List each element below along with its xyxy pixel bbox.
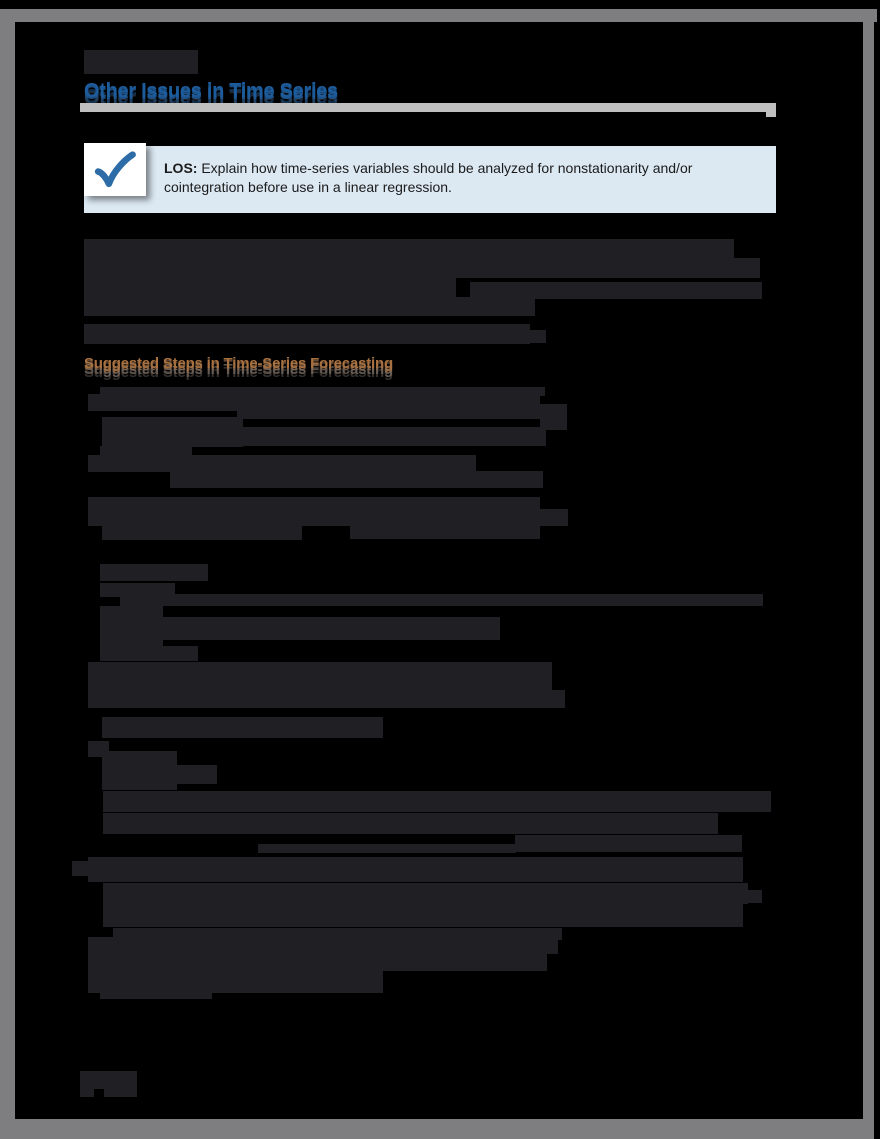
redacted-text-bar [102, 751, 177, 790]
redacted-text-bar [88, 662, 552, 691]
redacted-text-bar [103, 813, 718, 834]
redacted-text-bar [80, 1071, 137, 1089]
redacted-text-bar [540, 416, 567, 430]
redacted-text-bar [88, 954, 547, 971]
section-heading: Other Issues in Time Series [84, 80, 338, 102]
window-frame-edge [0, 9, 877, 22]
redacted-text-bar [84, 278, 456, 297]
los-text-line-1: LOS: Explain how time-series variables should be analyzed for nonstationarity and/or [164, 160, 693, 176]
redacted-text-bar [104, 1089, 137, 1097]
redacted-text-bar [258, 844, 516, 853]
redacted-text-bar [100, 985, 212, 999]
redacted-text-bar [163, 617, 500, 640]
redacted-text-bar [102, 524, 302, 540]
redacted-text-bar [103, 902, 743, 927]
redacted-text-bar [100, 606, 163, 646]
redacted-text-bar [170, 471, 543, 488]
checkmark-icon [84, 143, 146, 196]
heading-rule-segment [766, 103, 776, 117]
redacted-text-bar [88, 857, 743, 882]
redacted-text-bar [72, 861, 90, 876]
redacted-text-bar [84, 50, 198, 74]
redacted-text-bar [84, 324, 530, 344]
los-callout-box [84, 146, 776, 213]
redacted-text-bar [84, 239, 734, 259]
subsection-heading: Suggested Steps in Time-Series Forecasting [84, 355, 393, 372]
redacted-text-bar [84, 297, 535, 316]
los-text-line-2: cointegration before use in a linear regression. [164, 178, 452, 195]
redacted-text-bar [100, 564, 208, 581]
redacted-text-bar [237, 404, 567, 419]
redacted-text-bar [88, 690, 565, 708]
window-frame-edge [863, 13, 874, 1139]
redacted-text-bar [84, 258, 760, 278]
redacted-text-bar [100, 646, 198, 661]
heading-rule-segment [80, 103, 768, 112]
window-frame-edge [0, 9, 15, 1139]
redacted-text-bar [197, 427, 546, 446]
redacted-text-bar [745, 890, 762, 903]
los-label: LOS: [164, 160, 198, 176]
redacted-text-bar [176, 765, 217, 784]
redacted-text-bar [515, 835, 742, 852]
redacted-text-bar [102, 717, 383, 738]
redacted-text-bar [103, 791, 771, 812]
redacted-text-bar [103, 883, 748, 904]
redacted-text-bar [120, 594, 763, 606]
redacted-text-bar [530, 330, 546, 343]
redacted-text-bar [88, 455, 476, 472]
redacted-text-bar [80, 1089, 94, 1097]
los-text [164, 159, 764, 196]
window-frame-edge [0, 1119, 874, 1139]
redacted-text-bar [88, 937, 558, 954]
redacted-text-bar [350, 526, 540, 539]
